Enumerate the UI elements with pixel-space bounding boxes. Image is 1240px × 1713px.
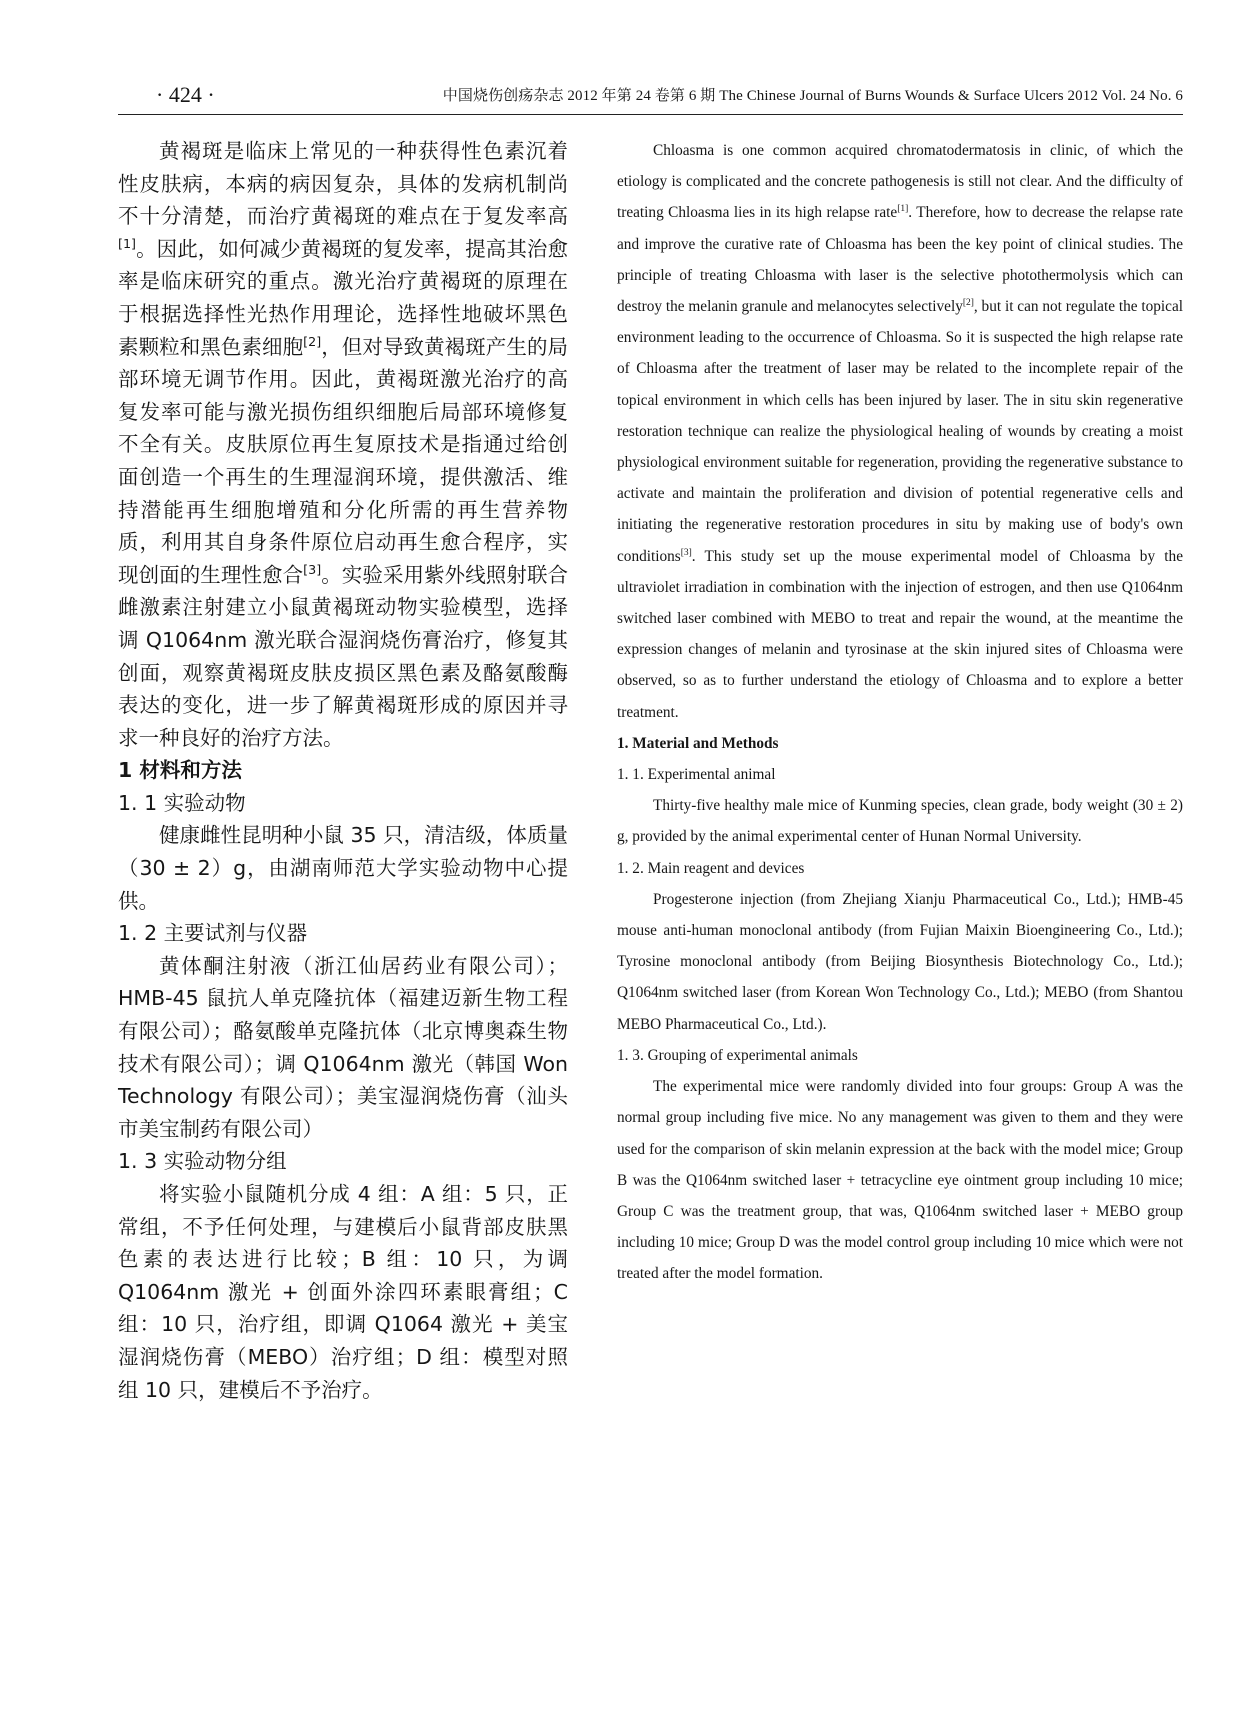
journal-title: 中国烧伤创疡杂志 2012 年第 24 卷第 6 期 The Chinese Journal of Burns Wounds & Surface Ulcers 2012 Vol. 24 No. 6 bbox=[442, 88, 1183, 104]
en-section-heading: 1. Material and Methods bbox=[617, 734, 779, 752]
cn-subsection-heading: 1. 1 实验动物 bbox=[118, 790, 246, 815]
english-column bbox=[617, 135, 1183, 1290]
en-citation: [1] bbox=[897, 204, 909, 215]
chinese-column bbox=[118, 135, 568, 1406]
cn-citation: [3] bbox=[303, 561, 322, 577]
page-number: · 424 · bbox=[156, 82, 215, 107]
en-paragraph: Progesterone injection (from Zhejiang Xianju Pharmaceutical Co., Ltd.); HMB-45 mouse anti-human monoclonal antibody (from Fujian Maixin Bioengineering Co., Ltd.); Tyrosine monoclonal antibody (from Beijing Biosynthesis Biotechnology Co., Ltd.); Q1064nm switched laser (from Korean Won Technology Co., Ltd.); MEBO (from Shantou MEBO Pharmaceutical Co., Ltd.). bbox=[617, 890, 1183, 1033]
cn-intro-paragraph: 黄褐斑是临床上常见的一种获得性色素沉着性皮肤病，本病的病因复杂，具体的发病机制尚不十分清楚，而治疗黄褐斑的难点在于复发率高[1]。因此，如何减少黄褐斑的复发率，提高其治愈率是临床研究的重点。激光治疗黄褐斑的原理在于根据选择性光热作用理论，选择性地破坏黑色素颗粒和黑色素细胞[2]，但对导致黄褐斑产生的局部环境无调节作用。因此，黄褐斑激光治疗的高复发率可能与激光损伤组织细胞后局部环境修复不全有关。皮肤原位再生复原技术是指通过给创面创造一个再生的生理湿润环境，提供激活、维持潜能再生细胞增殖和分化所需的再生营养物质，利用其自身条件原位启动再生愈合程序，实现创面的生理性愈合[3]。实验采用紫外线照射联合雌激素注射建立小鼠黄褐斑动物实验模型，选择调 Q1064nm 激光联合湿润烧伤膏治疗，修复其创面，观察黄褐斑皮肤皮损区黑色素及酪氨酸酶表达的变化，进一步了解黄褐斑形成的原因并寻求一种良好的治疗方法。 bbox=[118, 139, 569, 750]
en-subsection-heading: 1. 3. Grouping of experimental animals bbox=[617, 1046, 858, 1064]
en-paragraph: Thirty-five healthy male mice of Kunming species, clean grade, body weight (30 ± 2) g, provided by the animal experimental center of Hunan Normal University. bbox=[617, 797, 1183, 846]
cn-subsection-heading: 1. 3 实验动物分组 bbox=[118, 1149, 287, 1174]
en-citation: [2] bbox=[962, 297, 974, 308]
cn-citation: [2] bbox=[303, 333, 322, 349]
running-header bbox=[118, 80, 1183, 115]
cn-paragraph: 黄体酮注射液（浙江仙居药业有限公司）；HMB-45 鼠抗人单克隆抗体（福建迈新生物工程有限公司）；酪氨酸单克隆抗体（北京博奥森生物技术有限公司）；调 Q1064nm 激光（韩国 Won Technology 有限公司）；美宝湿润烧伤膏（汕头市美宝制药有限公司） bbox=[118, 953, 568, 1141]
cn-citation: [1] bbox=[118, 235, 136, 251]
en-intro-paragraph: Chloasma is one common acquired chromatodermatosis in clinic, of which the etiology is complicated and the concrete pathogenesis is still not clear. And the difficulty of treating Chloasma lies in its high relapse rate[1]. Therefore, how to decrease the relapse rate and improve the curative rate of Chloasma has been the key point of clinical studies. The principle of treating Chloasma with laser is the selective photothermolysis which can destroy the melanin granule and melanocytes selectively[2], but it can not regulate the topical environment leading to the occurrence of Chloasma. So it is suspected the high relapse rate of Chloasma after the treatment of laser may be related to the incomplete repair of the topical environment in which cells has been injured by laser. The in situ skin regenerative restoration technique can realize the physiological healing of wounds by creating a moist physiological environment suitable for regeneration, providing the regenerative substance to activate and maintain the proliferation and division of potential regenerative cells and initiating the regenerative restoration procedures in situ by making use of body's own conditions[3]. This study set up the mouse experimental model of Chloasma by the ultraviolet irradiation in combination with the injection of estrogen, and then use Q1064nm switched laser combined with MEBO to treat and repair the wound, at the meantime the expression changes of melanin and tyrosinase at the skin injured sites of Chloasma were observed, so as to further understand the etiology of Chloasma and to explore a better treatment. bbox=[617, 142, 1183, 721]
cn-subsection-heading: 1. 2 主要试剂与仪器 bbox=[118, 921, 308, 946]
cn-section-heading: 1 材料和方法 bbox=[118, 758, 242, 783]
en-subsection-heading: 1. 1. Experimental animal bbox=[617, 766, 776, 784]
en-citation: [3] bbox=[680, 547, 692, 558]
en-paragraph: The experimental mice were randomly divided into four groups: Group A was the normal group including five mice. No any management was given to them and they were used for the comparison of skin melanin expression at the back with the model mice; Group B was the Q1064nm switched laser + tetracycline eye ointment group including 10 mice; Group C was the treatment group, that was, Q1064nm switched laser + MEBO group including 10 mice; Group D was the model control group including 10 mice which were not treated after the model formation. bbox=[617, 1078, 1183, 1283]
cn-paragraph: 健康雌性昆明种小鼠 35 只，清洁级，体质量（30 ± 2）g，由湖南师范大学实验动物中心提供。 bbox=[118, 823, 568, 913]
en-subsection-heading: 1. 2. Main reagent and devices bbox=[617, 859, 805, 877]
cn-paragraph: 将实验小鼠随机分成 4 组：A 组：5 只，正常组，不予任何处理，与建模后小鼠背部皮肤黑色素的表达进行比较；B 组：10 只，为调 Q1064nm 激光 + 创面外涂四环素眼膏组；C 组：10 只，治疗组，即调 Q1064 激光 + 美宝湿润烧伤膏（MEBO）治疗组；D 组：模型对照组 10 只，建模后不予治疗。 bbox=[118, 1182, 568, 1402]
